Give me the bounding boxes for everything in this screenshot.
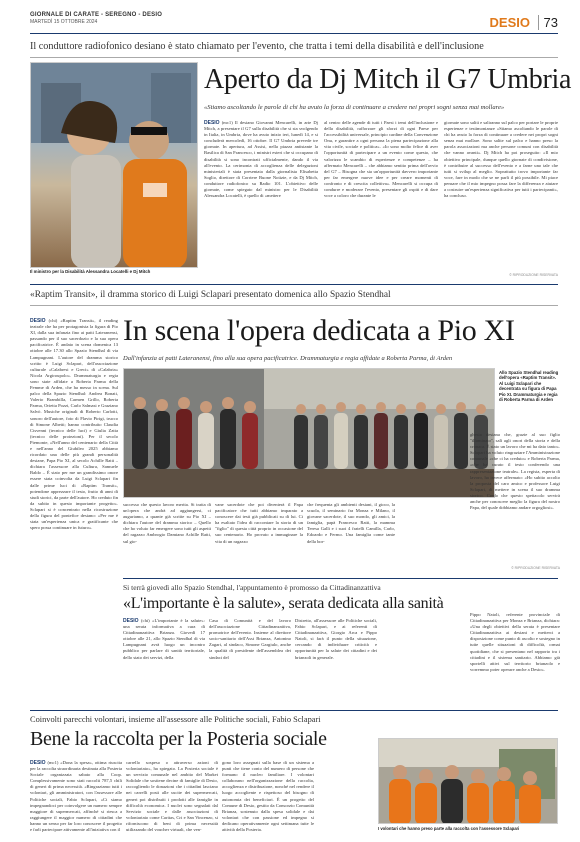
page-number: 73: [538, 15, 558, 30]
article1-column-2: al centro delle agende di tutti i Paesi i temi dell'inclusione e della disabilità, rafforzare gli sforzi di ogni Paese per l'accessibilità universale, principio cardine della Convenzione Onu, e garantire a ogni persona la piena partecipazione alla vita civile, sociale e politica». «Io sono molto felice di aver l'opportunità di partecipare a un evento come questo, che valorizza le scambio di esperienze e competenze – ha affermato Mencarelli – che abbiamo sentito prima dell'avvio del G7 – Bisogna che sia un'opportunità davvero importante per far emergere nuove idee e per creare momenti di confronto e di crescita collettiva». Mencarelli si occupa di condurre e moderare l'evento, presentare gli ospiti e di dare voce a coloro che durante le: [324, 120, 438, 199]
article1-photo: [30, 62, 198, 268]
article3-column-1: [123, 618, 205, 698]
article4-column-1: [30, 760, 122, 836]
article3-column-2: Casa di Comunità e del lavoro dell'associazione Cittadinanzattiva, promotrice dell'evento. Insieme al direttore socio-sanitario dell'Asst Brianza, Antonino Zagari, al sindaco, Simone Gargiulo, anche la qualità di presidente dell'assemblea dei sindaci del: [209, 618, 291, 660]
publication-name: GIORNALE DI CARATE - SEREGNO - DESIO: [30, 12, 163, 18]
article4-column-3: gono loro assegnati sulla base di un sistema a punti che tiene conto del numero di persone che formano il nucleo familiare. I volontari collaborano nell'organizzazione della raccolta, accoglienza e distribuzione, nonché nel rendere il luogo accogliente e rispettoso del bisogno di autonomia dei beneficiari. È un progetto del Comune di Desio, gestito da Consorzio Comunità Brianza, sostenuto dalla spesa solidale e dai volontari che con passione ed impegno si dedicano operativamente ogni settimana tutte le attività della Posteria.: [222, 760, 314, 833]
article1-credit: © RIPRODUZIONE RISERVATA: [509, 273, 558, 277]
volunteers-photo-illustration: [379, 739, 558, 824]
dateline-town: DESIO: [30, 760, 46, 766]
dateline-town: DESIO: [30, 318, 46, 324]
article4-headline: Bene la raccolta per la Posteria sociale: [30, 728, 327, 750]
issue-date: MARTEDÌ 15 OTTOBRE 2024: [30, 19, 98, 25]
article2-kicker: «Raptim Transit», il dramma storico di Luigi Sclapari presentato domenica allo Spazio Stendhal: [30, 290, 391, 300]
cast-group-photo-illustration: [124, 369, 495, 498]
article2-photo: [123, 368, 495, 498]
article4-kicker: Coinvolti parecchi volontari, insieme all'assessore alle Politiche sociali, Fabio Sclapari: [30, 715, 321, 724]
dj-mitch-photo-illustration: [31, 63, 198, 268]
article4-photo-caption: I volontari che hanno preso parte alla raccolta con l'assessore Sclapari: [378, 826, 520, 831]
article3-column-4: Pippo Natoli, referente provinciale di Cittadinanzattiva per Monza e Brianza, dichiara: «Una degli obiettivi della serata è presentare Cittadinanzattiva ai desiani e metterci a disposizione come punto di ascolto e sostegno in tutte quelle situazioni di difficoltà, ormai quotidiane, che si presentano nel rapporto tra i cittadini e il sistema sanitario. Abbiamo già sportelli attivi sul territorio brianzolo e vorremmo poter operare anche a Desio».: [470, 612, 560, 672]
article3-column-3: Distretto, all'assessore alle Politiche sociali, Fabio Sclapari, e ai referenti di Cittadinanzattiva, Giorgio Arca e Pippo Natoli, si farà il punto della situazione, cercando di individuare criticità e opportunità per la salute dei cittadini e dei brianzoli in generale.: [295, 618, 377, 660]
dateline-town: DESIO: [204, 120, 220, 126]
article3-headline: «L'importante è la salute», serata dedicata alla sanità: [123, 595, 444, 612]
article-separator: [30, 710, 558, 711]
article2-column-4: che frequenta gli ambienti desiani, il gioco, la scuola, il seminario fra Monza e Milano, il giovane sacerdote, il suo mondo, gli amici, la famiglia, papà Francesco Ratti, la mamma Teresa Galli e i suoi 4 fratelli Camilla, Carlo, Edoardo e Fermo. Una famiglia come tante della bor-: [307, 502, 395, 544]
article4-column-2: carrello sospeso o attraverso azioni di volontariato», ha spiegato. La Posteria sociale è un servizio comunale nel ambito del Market Solidale che sostiene decine di famiglie di Desio, raccogliendo le donazioni che i cittadini lasciano nei carrelli posti alle uscite dei supermercati, generi poi distribuiti i prodotti alle famiglie in difficoltà economica. I nuclei sono segnalati dal Servizio sociale e dalle associazioni di volontariato come Caritas, Cri e San Vincenzo, si riforniscono di beni di prima necessità utilizzando del voucher virtuali, che ven-: [126, 760, 218, 833]
article1-deck: «Stiamo ascoltando le parole di chi ha avuto la forza di continuare a credere nei propri sogni senza mai mollare»: [204, 104, 505, 111]
article-separator: [30, 284, 558, 285]
article2-deck: Dall'infanzia ai patti Lateranensi, fino alla sua opera pacificatrice. Drammaturgia e regia affidate a Roberta Parma, di Arden: [123, 355, 453, 362]
article4-photo: [378, 738, 558, 824]
article2-column-2: successo che questo lavoro merita. Si tratta di un'opera che andrà ad aggiungersi, ci auguriamo, a quante già scritte su Pio XI – dichiara l'autore del dramma storico – Quello che ho voluto far emergere sono tutti gli aspetti del ragazzo Ambrogio Damiano Achille Ratti, sul gio-: [123, 502, 211, 544]
dateline-town: DESIO: [123, 618, 139, 624]
article2-column-5: ghesia desiana che, grazie al suo figlio "illuminato", salì agli onori della storia e della cronaca. È stato un lavoro che mi ha dato tanto». Sclapari ha voluto ringraziare l'Amministrazione comunale «che ci ha creduto» e Roberta Parma, «che ha curato il testo conferendo una rappresentazione teatrale». La regista, esperta di lavoro, ha invece affermato: «Ho subito accolto la proposta del caro amico e professore Luigi Sclapari, di mettere in scena il suo dramma storico. Credo che questo spettacolo servirà anche per conoscere meglio la figura del nostro Papa, del quale dobbiamo andare orgogliosi».: [470, 432, 560, 511]
divider: [30, 305, 558, 306]
page-header: [30, 12, 558, 34]
article1-column-1: [204, 120, 318, 276]
article2-text-1: (chi) «Raptim Transit», il reading teatrale che ha per protagonista la figura di Pio XI, dalla sua infanzia fino ai patti Lateranensi, passando per il suo sacerdozio e la sua opera pacificatrice. È andato in scena domenica 13 ottobre alle 17.30 allo Spazio Stendhal di via Lampugnani. L'autore del dramma storico scritto è Luigi Sclapari, dell'associazione culturale «Calabresi e Greci» di «Calabria» Nicola Argiroupolo». Drammaturgia e regia sono state affidate a Roberta Parma della Femme di Arden, che ha messo in scena. Sul palco della Spazio Stendhal: Andrea Bonati, Valerio Brambilla, Carmen Grillo, Roberta Parma, Orietta Pozzi, Carlo Salmasi e Graziano Salvò. Musiche originali di Roberto Carlotti, sonoro dell'autore, foto di Flavio Pirigi, trucco di Simone Albetti; hanno contribuito Claudia Cisvenni (tecnico delle luci) e Giulia Zatta (tecnico delle proiezioni). Per il secolo Piemonte, «Nell'anno del centenario della Città e nell'anno del Giubileo 2025 abbiamo ricordato una delle più grandi personalità desiane, Papa Pio XI, al secolo Achille Ratti – dichiara l'assessore alla Cultura, Samuele Baldo – È stato per me un grandissimo onore essere stata coinvolta da Luigi Sclapari fin dalle prime luci di «Raptim Transit», potendone apprezzare il testo, frutto di anni di studi storici, da parte dell'autore. Ho creduto fin da subito in questo importante progetto». Sclapari si è concentrato nella ricostruzione della figura del pontefice desiano: «Per me è stata un'esperienza unica e gratificante che spero possa continuare in futuro».: [30, 318, 118, 531]
article1-kicker: Il conduttore radiofonico desiano è stato chiamato per l'evento, che tratta i temi della disabilità e dell'inclusione: [30, 41, 484, 52]
article3-kicker: Si terrà giovedì allo Spazio Stendhal, l'appuntamento è promosso da Cittadinanzattiva: [123, 583, 381, 592]
article2-column-3: vane sacerdote che poi diventerà il Papa pacificatore che tutti abbiamo imparato a conoscere dai testi già pubblicati su di lui. Ci ha esaltato l'idea di raccontare la storia di un "figlio" di questa città proprio in occasione del suo centenario. Ho provato a immaginare la vita di un ragazzo: [215, 502, 303, 544]
article1-column-3: giornate sono saliti e saliranno sul palco per portare le proprie esperienze e testimonianze «Stiamo ascoltando le parole di chi ha avuto la forza di continuare a credere nei propri sogni senza mai mollare. Sono salite sul palco e hanno preso la parola associazioni ma anche persone comuni con disabilità che vanno avanti». Dj Mitch ha poi proseguito: «Il mio obiettivo principale, dunque quello giornate di condivisione, è contribuire al successo dell'evento e a farne uno tale che tutti si svilup al meglio. Soprattutto trovo importante far voce, fare in modo che se ne parli il più possibile. Mi piace pensare che il mio impegno possa fare la differenza e aiutare a costruire un'esperienza significativa per tutti i partecipanti», ha concluso.: [444, 120, 558, 199]
article-separator: [123, 578, 558, 579]
article3-text-1: (chi) «L'importante è la salute»: una serata informativa a cura di Cittadinanzattiva Brianza. Giovedì 17 ottobre alle 21, allo Spazio Stendhal di via Lampugnani avrà luogo un incontro pubblico per parlare di sanità territoriale, dello stato dei servizi, della: [123, 618, 205, 660]
divider: [30, 57, 558, 58]
article1-text-1: (mc1) Il desiano Giovanni Mencarelli, in arte Dj Mitch, a presentare il G7 sulla disabilità che si sta svolgendo in Italia, in Umbria, dove ha avuto inizio ieri, lunedì 14, e si concluderà mercoledì, 16 ottobre. Il G7 Umbria prevede tre giornate. In apertura, ad Assisi, nella piazza antistante la Basilica di San Francesco, i ministri esteri che si occupano di disabilità si sono incontrati ufficialmente, dando il via all'evento. La cerimonia di accoglienza delle delegazioni ministeriali è stata presentata dalla giornalista Elisabetta Soglio, direttore di Corriere Buone Notizie, e da Dj Mitch, conduttore radiofonico su Radio 101. L'obiettivo delle giornate, come spiegato dal ministro per le Disabilità Alessandra Locatelli, è quello di «mettere: [204, 120, 318, 199]
article1-headline: Aperto da Dj Mitch il G7 Umbria: [204, 64, 572, 95]
article2-headline: In scena l'opera dedicata a Pio XI: [123, 314, 515, 347]
article2-photo-caption: Allo Spazio Stendhal reading dell'opera «Raptim Transit». Al Luigi Sclapari che decentrata su figura di Papa Pio XI. Drammaturgia e regia di Roberta Parma di Arden: [499, 370, 559, 403]
section-name: DESIO: [489, 15, 530, 30]
article4-text-1: (mc1) «Dona la spesa», ottima riuscita per la raccolta straordinaria destinata alla Posteria Sociale organizzata sabato alla Coop. Complessivamente sono stati raccolti 787,5 chili di generi di prima necessità. «Ringraziamo tutti i volontari, gli amministratori, con l'assessore alle Politiche sociali, Fabio Sclapari, «Ci siamo impegnandoci per coinvolgere un numero sempre maggiore di supermercati, affinché si riesca a raggiungere il maggior numero di cittadini che hanno un senso per far loro conoscere il progetto e farli partecipare attivamente all'iniziativa con il: [30, 760, 122, 833]
article2-column-1: [30, 318, 118, 728]
article1-photo-caption: Il ministro per la Disabilità Alessandra Locatelli e Dj Mitch: [30, 269, 151, 274]
article2-credit: © RIPRODUZIONE RISERVATA: [511, 566, 560, 570]
